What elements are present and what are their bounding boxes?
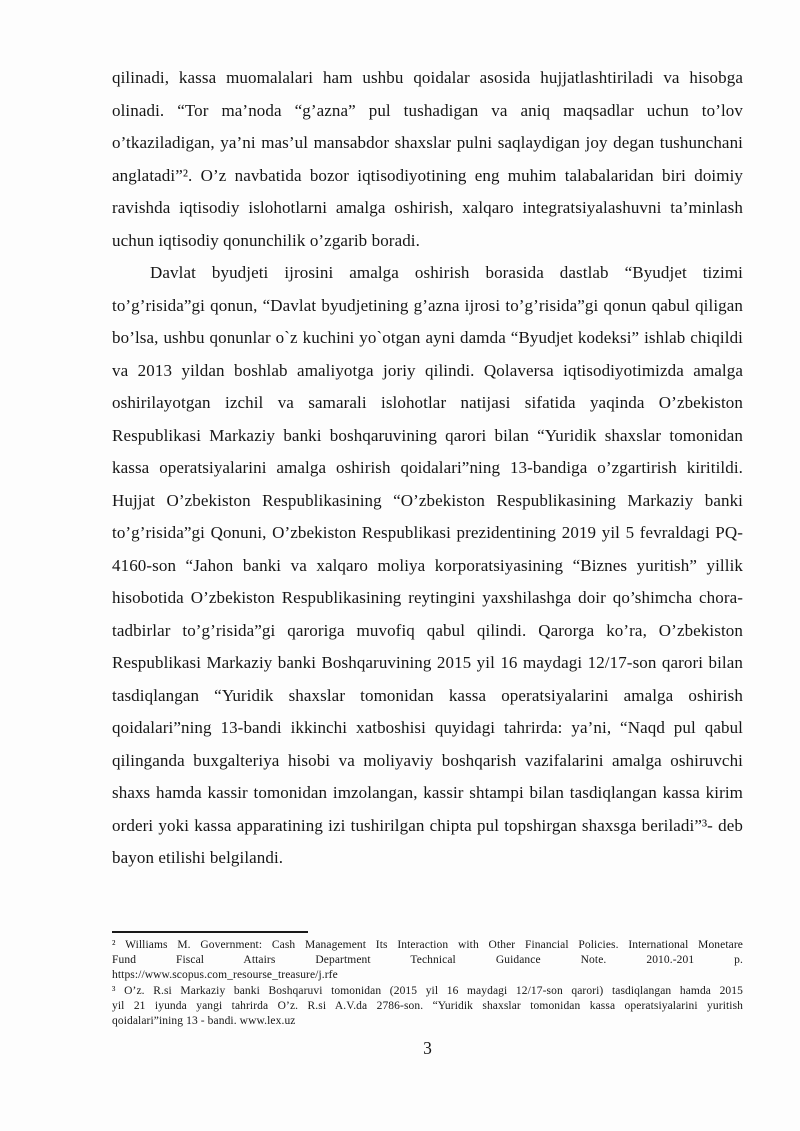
footnote-2 (112, 938, 743, 984)
footnote-line: https://www.scopus.com_resourse_treasure/j.rfe (112, 969, 338, 982)
footnote-line: ² Williams M. Government: Cash Management Its Interaction with Other Financial Policies. International Monetare (112, 939, 743, 951)
footnote-3 (112, 984, 743, 1030)
paragraph-1: qilinadi, kassa muomalalari ham ushbu qoidalar asosida hujjatlashtiriladi va hisobga olinadi. “Tor ma’noda “g’azna” pul tushadigan va aniq maqsadlar uchun to’lov o’tkaziladigan, ya’ni mas’ul mansabdor shaxslar pulni saqlaydigan joy degan tushunchani anglatadi”². O’z navbatida bozor iqtisodiyotining eng muhim talabalaridan biri doimiy ravishda iqtisodiy islohotlarni amalga oshirish, xalqaro integratsiyalashuvni ta’minlash uchun iqtisodiy qonunchilik o’zgarib boradi. (112, 68, 743, 250)
paragraph-2: Davlat byudjeti ijrosini amalga oshirish borasida dastlab “Byudjet tizimi to’g’risida”gi qonun, “Davlat byudjetining g’azna ijrosi to’g’risida”gi qonun qabul qiligan bo’lsa, ushbu qonunlar o`z kuchini yo`otgan ayni damda “Byudjet kodeksi” ishlab chiqildi va 2013 yildan boshlab amaliyotga joriy qilindi. Qolaversa iqtisodiyotimizda amalga oshirilayotgan izchil va samarali islohotlar natijasi sifatida yaqinda O’zbekiston Respublikasi Markaziy banki boshqaruvining qarori bilan “Yuridik shaxslar tomonidan kassa operatsiyalarini amalga oshirish qoidalari”ning 13-bandiga o’zgartirish kiritildi. Hujjat O’zbekiston Respublikasining “O’zbekiston Respublikasining Markaziy banki to’g’risida”gi Qonuni, O’zbekiston Respublikasi prezidentining 2019 yil 5 fevraldagi PQ-4160-son “Jahon banki va xalqaro moliya korporatsiyasining “Biznes yuritish” yillik hisobotida O’zbekiston Respublikasining reytingini yaxshilashga doir qo’shimcha chora-tadbirlar to’g’risida”gi qaroriga muvofiq qabul qilindi. Qarorga ko’ra, O’zbekiston Respublikasi Markaziy banki Boshqaruvining 2015 yil 16 maydagi 12/17-son qarori bilan tasdiqlangan “Yuridik shaxslar tomonidan kassa operatsiyalarini amalga oshirish qoidalari”ning 13-bandi ikkinchi xatboshisi quyidagi tahrirda: ya’ni, “Naqd pul qabul qilinganda buxgalteriya hisobi va moliyaviy boshqarish vazifalarini amalga oshiruvchi shaxs hamda kassir tomonidan imzolangan, kassir shtampi bilan tasdiqlangan kassa kirim orderi yoki kassa apparatining izi tushirilgan chipta pul topshirgan shaxsga beriladi”³- deb bayon etilishi belgilandi. (112, 263, 743, 867)
footnote-line: yil 21 iyunda yangi tahrirda O’z. R.si A.V.da 2786-son. “Yuridik shaxslar tomonidan kassa operatsiyalarini yuritish (112, 999, 743, 1012)
body-text (112, 62, 743, 875)
footnote-line: ³ O’z. R.si Markaziy banki Boshqaruvi tomonidan (2015 yil 16 maydagi 12/17-son qarori) tasdiqlangan hamda 2015 (112, 984, 743, 997)
footnote-line: Fund Fiscal Attairs Department Technical Guidance Note. 2010.-201 p. (112, 954, 743, 967)
footnote-separator (112, 931, 308, 933)
footnote-line: qoidalari”ining 13 - bandi. www.lex.uz (112, 1015, 296, 1028)
page-number: 3 (423, 1038, 432, 1058)
footnotes-area (112, 931, 743, 1029)
